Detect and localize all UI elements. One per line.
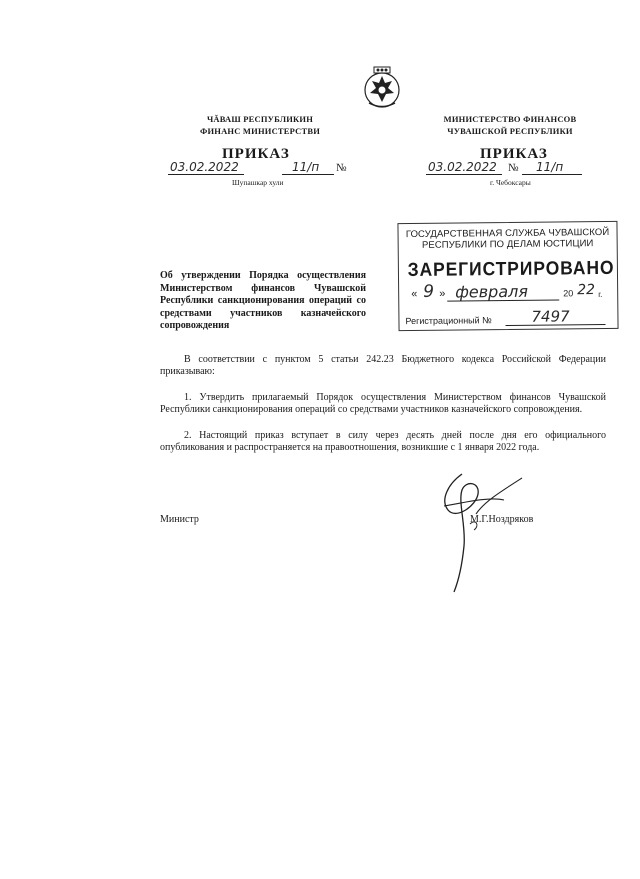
stamp-registered: ЗАРЕГИСТРИРОВАНО (407, 257, 615, 282)
body-item-2: 2. Настоящий приказ вступает в силу через десять дней после дня его официального опубликования и распространяется на правоотношения, возникшие с 1 января 2022 года. (160, 430, 606, 453)
right-title: ПРИКАЗ (480, 146, 548, 162)
left-org-name (180, 113, 340, 137)
left-org-line1: ЧĂВАШ РЕСПУБЛИКИН (206, 114, 314, 124)
right-date: 03.02.2022 (428, 160, 497, 174)
right-org-name (430, 113, 590, 137)
handwritten-signature (418, 466, 538, 594)
stamp-reg-row (399, 307, 617, 329)
stamp-quote-open: « (411, 287, 418, 301)
stamp-reg-label: Регистрационный № (405, 315, 492, 327)
order-subject: Об утверждении Порядка осуществления Министерством финансов Чувашской Республики санкционирования операций со средствами участников казначейского сопровождения (160, 270, 366, 331)
stamp-month: февраля (455, 281, 529, 302)
left-number: 11/п (292, 160, 320, 174)
right-org-line1: МИНИСТЕРСТВО ФИНАНСОВ (443, 114, 577, 124)
right-number-underline (522, 174, 582, 175)
stamp-year-unit: г. (598, 290, 603, 300)
stamp-day: 9 (423, 281, 435, 302)
left-org-line2: ФИНАНС МИНИСТЕРСТВИ (199, 126, 321, 136)
stamp-line1: ГОСУДАРСТВЕННАЯ СЛУЖБА ЧУВАШСКОЙ (405, 226, 610, 241)
signature-name: М.Г.Ноздряков (470, 514, 534, 525)
right-city: г. Чебоксары (490, 178, 531, 187)
coat-of-arms-emblem (361, 66, 403, 110)
registration-stamp (397, 221, 618, 331)
left-number-underline (282, 174, 334, 175)
body-item-1: 1. Утвердить прилагаемый Порядок осуществления Министерством финансов Чувашской Республики санкционирования операций со средствами участников казначейского сопровождения. (160, 392, 606, 415)
stamp-year-prefix: 20 (563, 288, 574, 299)
stamp-date-row (399, 282, 617, 306)
left-date: 03.02.2022 (170, 160, 239, 174)
right-number-sign: № (508, 162, 519, 174)
right-date-underline (426, 174, 502, 175)
signature-position: Министр (160, 514, 199, 525)
stamp-month-underline (447, 299, 559, 301)
stamp-reg-number: 7497 (531, 307, 570, 326)
stamp-quote-close: » (439, 287, 446, 300)
left-date-underline (168, 174, 244, 175)
body-intro: В соответствии с пунктом 5 статьи 242.23 Бюджетного кодекса Российской Федерации приказываю: (160, 354, 606, 377)
right-org-line2: ЧУВАШСКОЙ РЕСПУБЛИКИ (447, 126, 573, 136)
stamp-year-suffix: 22 (577, 282, 596, 299)
left-title: ПРИКАЗ (222, 146, 290, 162)
stamp-line2: РЕСПУБЛИКИ ПО ДЕЛАМ ЮСТИЦИИ (421, 238, 594, 251)
left-number-sign: № (336, 162, 347, 174)
right-number: 11/п (536, 160, 564, 174)
left-city: Шупашкар хули (232, 178, 284, 187)
